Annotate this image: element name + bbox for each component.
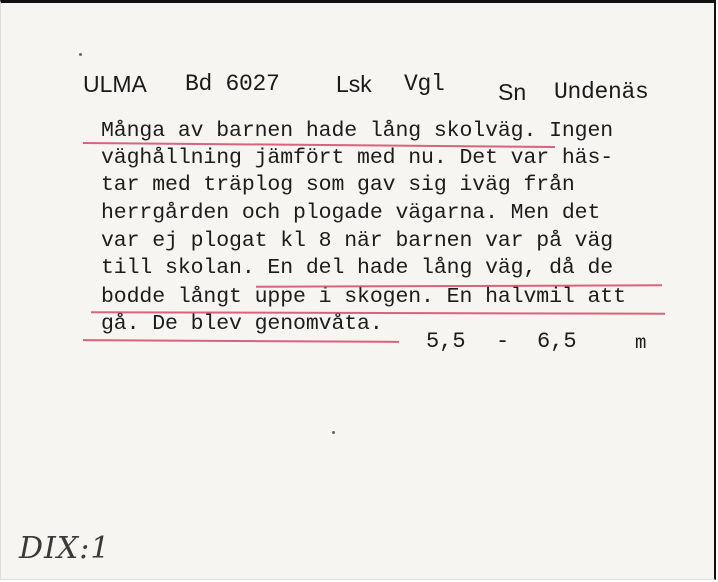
body-line-3: tar med träplog som gav sig iväg från	[101, 173, 575, 197]
socken-value: Undenäs	[554, 79, 649, 105]
body-line-4: herrgården och plogade vägarna. Men det	[101, 201, 601, 225]
body-line-8: gå. De blev genomvåta.	[101, 312, 383, 336]
handwritten-signature: DIX:1	[19, 531, 111, 566]
paper-speck	[79, 53, 82, 56]
measure-from: 5,5	[426, 329, 466, 354]
body-line-6: till skolan. En del hade lång väg, då de	[101, 256, 614, 280]
body-line-7: bodde långt uppe i skogen. En halvmil att	[101, 285, 626, 309]
volume-number: Bd 6027	[185, 71, 280, 97]
socken-label: Sn	[498, 79, 527, 105]
landskap-value: Vgl	[404, 71, 445, 97]
body-line-1: Många av barnen hade lång skolväg. Ingen	[101, 119, 614, 143]
measure-to: 6,5	[537, 329, 577, 354]
body-line-2: väghållning jämfört med nu. Det var häs-	[101, 146, 614, 170]
measure-unit: m	[635, 332, 647, 354]
archive-code: ULMA	[83, 71, 147, 97]
paper-speck	[332, 431, 335, 434]
body-line-5: var ej plogat kl 8 när barnen var på väg	[101, 229, 614, 253]
underline-line-8	[83, 339, 399, 343]
measure-dash: -	[496, 329, 510, 354]
landskap-label: Lsk	[336, 71, 372, 97]
